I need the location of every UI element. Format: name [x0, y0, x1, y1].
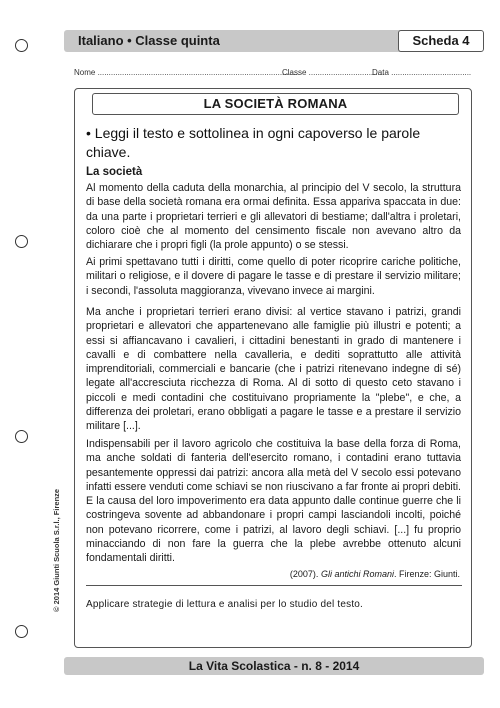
worksheet-title: LA SOCIETÀ ROMANA — [92, 93, 459, 115]
binder-hole-2 — [15, 235, 28, 248]
instruction-text: • Leggi il testo e sottolinea in ogni capoverso le parole chiave. — [86, 125, 421, 160]
header-bar — [64, 30, 484, 52]
source-citation — [290, 569, 460, 579]
binder-hole-4 — [15, 625, 28, 638]
header-title: Italiano • Classe quinta — [78, 33, 220, 48]
paragraph-4: Indispensabili per il lavoro agricolo che costituiva la base della forza di Roma, ma anche soldati di fanteria dell'esercito romano, i contadini erano tuttavia pesantemente oppressi dai patrizi: ancora alla metà del V secolo essi potevano infatti essere venduti come schiavi se non riuscivano a far fronte ai propri debiti. E la causa del loro impoverimento era data appunto dalle continue guerre che li costringeva sovente ad abbandonare i propri campi lasciandoli incolti, poiché non potevano ricorrere, come i patrizi, al lavoro degli schiavi. [...] fu proprio minacciando di non fare la guerra che la plebe avrebbe ottenuto alcuni fondamentali diritti. — [86, 438, 461, 565]
date-field[interactable]: Data .................................... — [372, 68, 472, 77]
source-prefix: (2007). — [289, 569, 319, 579]
source-suffix: . Firenze: Giunti. — [393, 569, 460, 579]
binder-hole-1 — [15, 39, 28, 52]
binder-hole-3 — [15, 430, 28, 443]
paragraph-3: Ma anche i proprietari terrieri erano divisi: al vertice stavano i patrizi, grandi proprietari e allevatori che appartenevano alle famiglie più illustri e potenti; a essi si affiancavano i cavalieri, i cittadini benestanti in grado di mantenere i cavalli e di combattere nella cavalleria, e dediti soprattutto alle attività imprenditoriali, commerciali e bancarie (che i patrizi ritenevano indegne di sé) legate all'accresciuta ricchezza di Roma. Al di sotto di questo ceto stavano i piccoli e medi contadini che costituivano propriamente la "plebe", e che, a differenza dei proletari, erano obbligati a pagare le tasse e a prestare il servizio militare [...]. — [86, 306, 461, 433]
section-title: La società — [86, 166, 143, 178]
objective-text: Applicare strategie di lettura e analisi per lo studio del testo. — [86, 599, 364, 610]
source-title: Gli antichi Romani — [320, 569, 394, 579]
divider — [86, 585, 462, 586]
copyright-text: © 2014 Giunti Scuola S.r.l., Firenze — [52, 488, 61, 612]
scheda-tab: Scheda 4 — [398, 30, 484, 52]
class-field[interactable]: Classe .................................. — [282, 68, 385, 77]
name-field[interactable]: Nome ........................................................................................... — [74, 68, 300, 77]
paragraph-1: Al momento della caduta della monarchia, al principio del V secolo, la struttura di base della società romana era ormai definita. Essa appariva spaccata in due: da una parte i proprietari terrieri e gli allevatori di bestiame; dall'altra i proletari, coloro cioè che al momento del censimento fiscale non avevano altro da dichiarare che i propri figli (la prole appunto) o se stessi. — [86, 182, 461, 252]
paragraph-2: Ai primi spettavano tutti i diritti, come quello di poter ricoprire cariche politiche, militari o religiose, e il dovere di pagare le tasse e di prestare il servizio militare; i secondi, l'assoluta maggioranza, vivevano invece ai margini. — [86, 256, 461, 297]
footer-bar: La Vita Scolastica - n. 8 - 2014 — [64, 657, 484, 675]
